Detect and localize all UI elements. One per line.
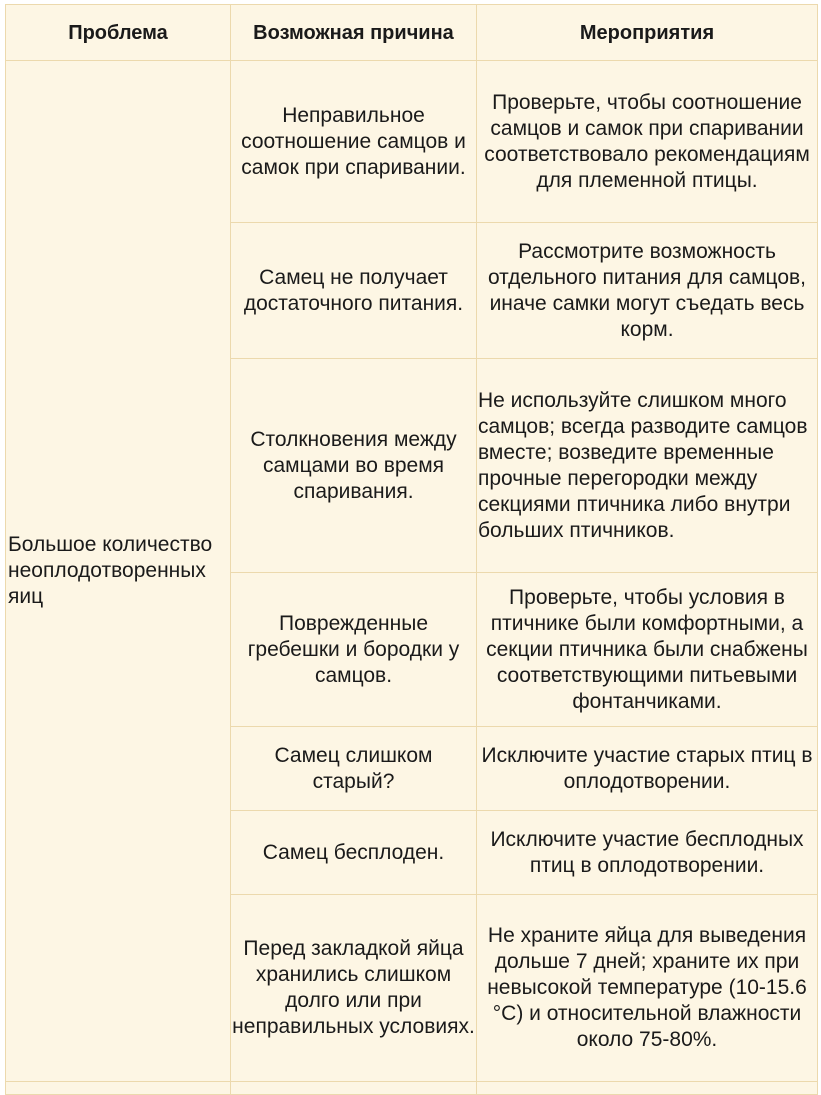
action-cell: Проверьте, чтобы соотношение самцов и самок при спаривании соответствовало рекомендациям для племенной птицы. bbox=[477, 61, 818, 223]
action-cell: Не храните яйца для выведения дольше 7 дней; храните их при невысокой температуре (10-15.6 °C) и относительной влажности около 75-80%. bbox=[477, 895, 818, 1082]
cause-cell: Самец не получает достаточного питания. bbox=[231, 223, 477, 359]
action-cell: Проверьте, чтобы условия в птичнике были комфортными, а секции птичника были снабжены соответствующими питьевыми фонтанчиками. bbox=[477, 573, 818, 727]
table-row bbox=[6, 61, 818, 223]
action-cell: Исключите участие бесплодных птиц в оплодотворении. bbox=[477, 811, 818, 895]
action-cell: Рассмотрите возможность отдельного питания для самцов, иначе самки могут съедать весь корм. bbox=[477, 223, 818, 359]
cause-cell: Неправильное соотношение самцов и самок при спаривании. bbox=[231, 61, 477, 223]
cause-cell: Самец слишком старый? bbox=[231, 727, 477, 811]
header-actions: Мероприятия bbox=[477, 5, 818, 61]
cause-cell: Перед закладкой яйца хранились слишком долго или при неправильных условиях. bbox=[231, 895, 477, 1082]
cause-cell: Столкновения между самцами во время спаривания. bbox=[231, 359, 477, 573]
cause-cell: Поврежденные гребешки и бородки у самцов. bbox=[231, 573, 477, 727]
empty-cell bbox=[6, 1082, 231, 1095]
table-row-partial bbox=[6, 1082, 818, 1095]
empty-cell bbox=[231, 1082, 477, 1095]
problem-cell: Большое количество неоплодотворенных яиц bbox=[6, 61, 231, 1082]
header-problem: Проблема bbox=[6, 5, 231, 61]
empty-cell bbox=[477, 1082, 818, 1095]
cause-cell: Самец бесплоден. bbox=[231, 811, 477, 895]
action-cell: Не используйте слишком много самцов; всегда разводите самцов вместе; возведите временные прочные перегородки между секциями птичника либо внутри больших птичников. bbox=[477, 359, 818, 573]
header-cause: Возможная причина bbox=[231, 5, 477, 61]
action-cell: Исключите участие старых птиц в оплодотворении. bbox=[477, 727, 818, 811]
troubleshooting-table bbox=[5, 4, 818, 1095]
header-row bbox=[6, 5, 818, 61]
